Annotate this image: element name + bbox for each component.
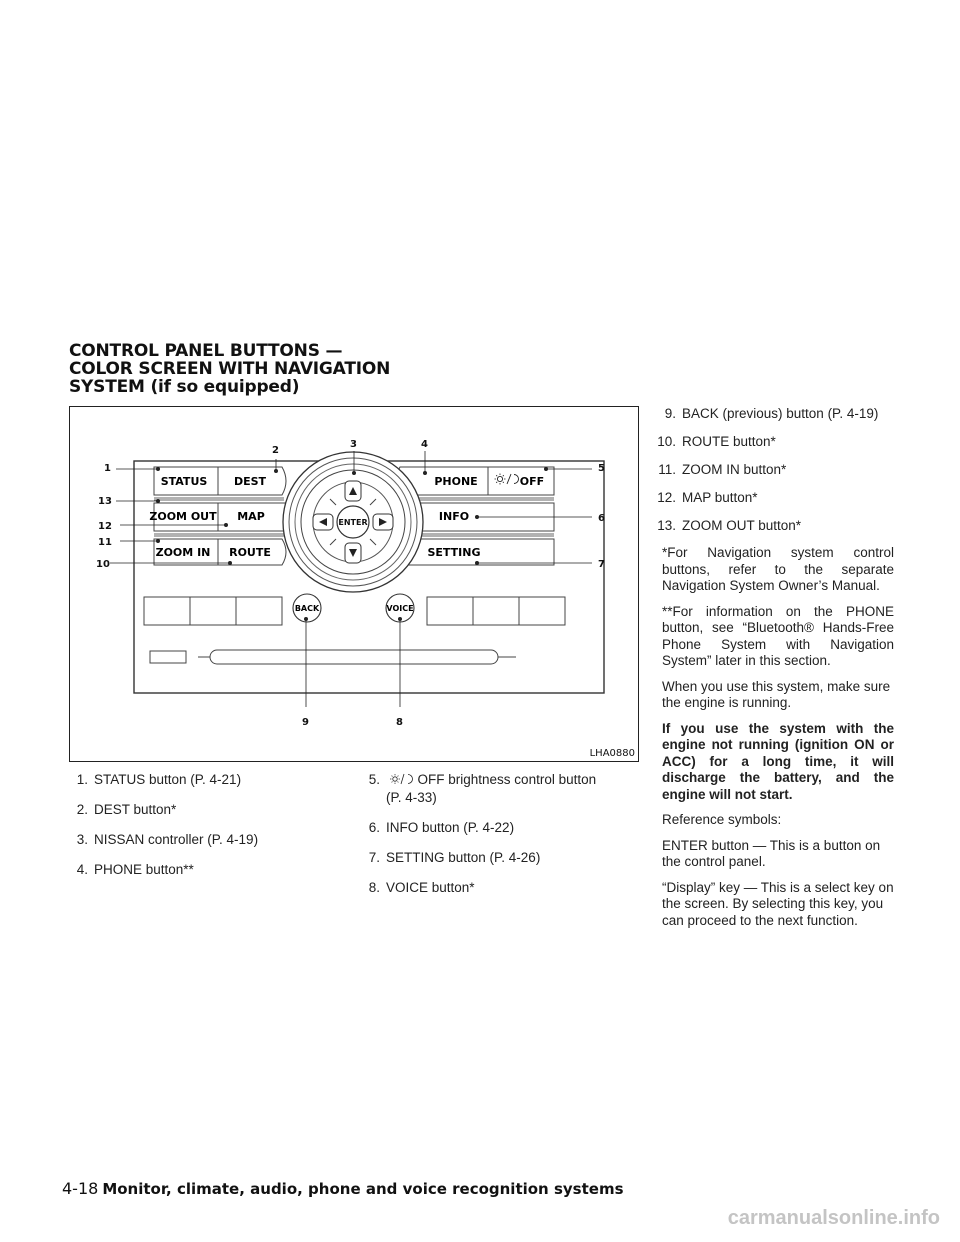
callout-1: 1 <box>104 463 111 474</box>
display-definition: “Display” key — This is a select key on the screen. By selecting this key, you can proceed to the next function. <box>662 879 894 928</box>
callout-3: 3 <box>350 439 357 450</box>
control-panel-figure <box>69 406 639 762</box>
right-preset-bank <box>427 597 565 625</box>
left-preset-bank <box>144 597 282 625</box>
list-item: 1. STATUS button (P. 4-21) <box>76 772 242 787</box>
list-item: 4. PHONE button** <box>76 862 194 877</box>
section-heading <box>69 342 390 396</box>
callout-7: 7 <box>598 559 605 570</box>
reference-title: Reference symbols: <box>662 812 782 827</box>
heading-line-3: SYSTEM (if so equipped) <box>69 377 300 397</box>
back-label: BACK <box>294 604 320 613</box>
list-item: 11. ZOOM IN button* <box>658 462 787 477</box>
setting-label: SETTING <box>427 546 481 559</box>
map-label: MAP <box>237 510 265 523</box>
list-item: 12. MAP button* <box>657 490 758 505</box>
list-item: 6. INFO button (P. 4-22) <box>368 820 515 835</box>
phone-note: **For information on the PHONE button, see “Bluetooth® Hands-Free Phone System with Navigation System” later in this section. <box>662 603 894 668</box>
list-item: 7. SETTING button (P. 4-26) <box>368 850 541 865</box>
enter-label: ENTER <box>338 518 368 527</box>
callout-9: 9 <box>302 717 309 728</box>
control-panel-drawing <box>70 407 640 763</box>
phone-label: PHONE <box>434 475 478 488</box>
zoom-in-label: ZOOM IN <box>155 546 211 559</box>
enter-definition: ENTER button — This is a button on the control panel. <box>662 837 881 869</box>
list-item: 9. BACK (previous) button (P. 4-19) <box>664 406 879 421</box>
heading-line-2: COLOR SCREEN WITH NAVIGATION <box>69 359 391 379</box>
status-label: STATUS <box>160 475 208 488</box>
disc-slot <box>210 650 498 664</box>
callout-8: 8 <box>396 717 403 728</box>
callout-2: 2 <box>272 445 279 456</box>
off-label: OFF <box>519 475 545 488</box>
route-label: ROUTE <box>229 546 271 559</box>
brightness-symbol-icon <box>390 773 414 785</box>
list-item: 8. VOICE button* <box>368 880 475 895</box>
list-item: 13. ZOOM OUT button* <box>657 518 802 533</box>
right-column-text <box>662 545 894 938</box>
info-label: INFO <box>438 510 470 523</box>
callout-13: 13 <box>98 496 112 507</box>
brightness-icon <box>495 474 519 485</box>
figure-id: LHA0880 <box>589 748 635 759</box>
heading-line-1: CONTROL PANEL BUTTONS — <box>69 341 343 361</box>
list-item: 5. OFF brightness control button <box>368 772 597 787</box>
site-watermark: carmanualsonline.info <box>727 1207 940 1229</box>
callout-12: 12 <box>98 521 112 532</box>
engine-note: When you use this system, make sure the engine is running. <box>662 678 891 710</box>
list-item: 10. ROUTE button* <box>657 434 776 449</box>
dest-label: DEST <box>233 475 267 488</box>
callout-11: 11 <box>98 537 112 548</box>
page-number: 4-18 <box>62 1179 99 1198</box>
callout-6: 6 <box>598 513 605 524</box>
eject-button <box>150 651 186 663</box>
list-item: 2. DEST button* <box>76 802 177 817</box>
list-item-continuation: (P. 4-33) <box>386 790 437 805</box>
list-item: 3. NISSAN controller (P. 4-19) <box>76 832 259 847</box>
page-footer <box>62 1179 624 1198</box>
callout-5: 5 <box>598 463 605 474</box>
zoom-out-label: ZOOM OUT <box>149 510 217 523</box>
callout-4: 4 <box>421 439 428 450</box>
voice-label: VOICE <box>386 604 414 613</box>
callout-10: 10 <box>96 559 110 570</box>
battery-warning: If you use the system with the engine not running (ignition ON or ACC) for a long time, it will discharge the battery, and the engine will not start. <box>662 720 894 802</box>
chapter-title: Monitor, climate, audio, phone and voice recognition systems <box>102 1180 624 1198</box>
nav-note: *For Navigation system control buttons, refer to the separate Navigation System Owner’s Manual. <box>662 545 894 593</box>
